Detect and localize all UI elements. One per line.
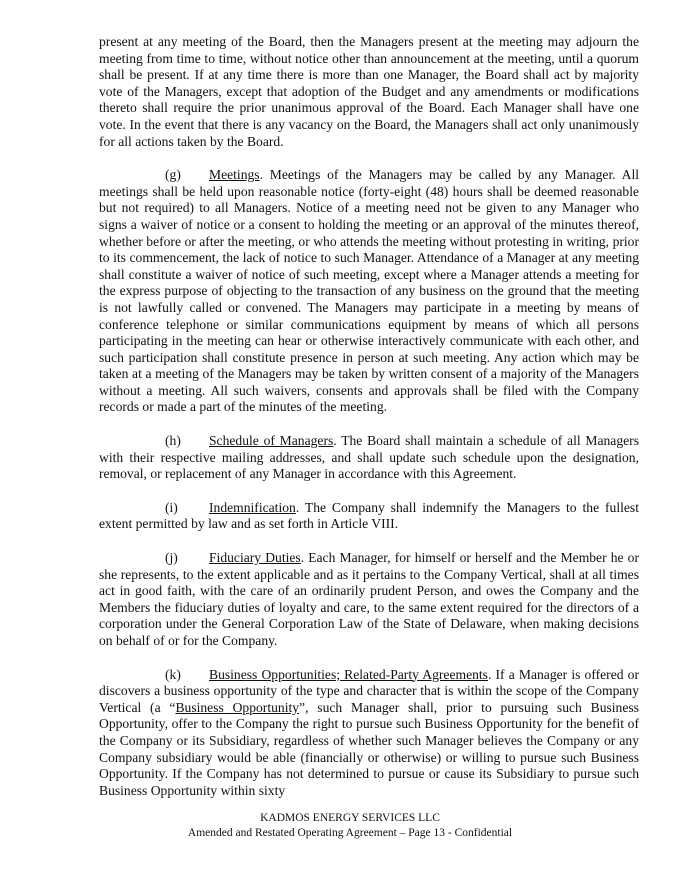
paragraph-continuation: present at any meeting of the Board, then the Managers present at the meeting may adjourn the meeting from time to time, without notice other than announcement at the meeting, until a quorum shall be present. If at any time there is more than one Manager, the Board shall act by majority vote of the Managers, except that adoption of the Budget and any amendments or modifications thereto shall require the prior unanimous approval of the Board. Each Manager shall have one vote. In the event that there is any vacancy on the Board, the Managers shall act only unanimously for all actions taken by the Board. bbox=[99, 34, 639, 149]
section-heading: Schedule of Managers bbox=[209, 433, 334, 449]
section-g-meetings: (g) Meetings. Meetings of the Managers may be called by any Manager. All meetings shall be held upon reasonable notice (forty-eight (48) hours shall be deemed reasonable but not required) to all Managers. Notice of a meeting need not be given to any Manager who signs a waiver of notice or a consent to holding the meeting or an approval of the minutes thereof, whether before or after the meeting, or who attends the meeting without protesting in writing, prior to its commencement, the lack of notice to such Manager. Attendance of a Manager at any meeting shall constitute a waiver of notice of such meeting, except where a Manager attends a meeting for the express purpose of objecting to the transaction of any business on the ground that the meeting is not lawfully called or convened. The Managers may participate in a meeting by means of conference telephone or similar communications equipment by means of which all persons participating in the meeting can hear or otherwise interactively communicate with each other, and such participation shall constitute presence in person at such meeting. Any action which may be taken at a meeting of the Managers may be taken by written consent of a majority of the Managers without a meeting. All such waivers, consents and approvals shall be filed with the Company records or made a part of the minutes of the meeting. bbox=[99, 167, 640, 415]
section-body: The Company shall indemnify the Managers to the fullest extent permitted by law and as set forth in Article VIII. bbox=[99, 499, 639, 532]
section-number: (k) bbox=[165, 666, 181, 682]
section-number: (j) bbox=[165, 550, 178, 566]
defined-term: Business Opportunity bbox=[175, 699, 300, 715]
section-heading: Meetings bbox=[209, 167, 260, 183]
section-body-start: If a Manager is offered or discovers a business opportunity of the type and character that is within the scope of the Company Vertical (a “ bbox=[99, 666, 639, 715]
footer-company-name: KADMOS ENERGY SERVICES LLC bbox=[260, 812, 440, 824]
section-body-rest: ”, such Manager shall, prior to pursuing such Business Opportunity, offer to the Company the right to pursue such Business Opportunity for the benefit of the Company or its Subsidiary, regardless of whether such Manager believes the Company or any Company subsidiary would be able (financially or otherwise) or willing to pursue such Business Opportunity. If the Company has not determined to pursue or cause its Subsidiary to pursue such Business Opportunity within sixty bbox=[99, 699, 639, 798]
section-i-indemnification: (i) Indemnification. The Company shall indemnify the Managers to the fullest extent permitted by law and as set forth in Article VIII. bbox=[99, 499, 639, 532]
section-j-fiduciary-duties: (j) Fiduciary Duties. Each Manager, for himself or herself and the Member he or she represents, to the extent applicable and as it pertains to the Company Vertical, shall at all times act in good faith, with the care of an ordinarily prudent Person, and owes the Company and the Members the fiduciary duties of loyalty and care, to the same extent required for the directors of a corporation under the General Corporation Law of the State of Delaware, when making decisions on behalf of or for the Company. bbox=[99, 550, 639, 648]
section-k-business-opportunities: (k) Business Opportunities; Related-Party Agreements. If a Manager is offered or discovers a business opportunity of the type and character that is within the scope of the Company Vertical (a “Business Opportunity”, such Manager shall, prior to pursuing such Business Opportunity, offer to the Company the right to pursue such Business Opportunity for the benefit of the Company or its Subsidiary, regardless of whether such Manager believes the Company or any Company subsidiary would be able (financially or otherwise) or willing to pursue such Business Opportunity. If the Company has not determined to pursue or cause its Subsidiary to pursue such Business Opportunity within sixty bbox=[99, 666, 639, 798]
section-heading: Business Opportunities; Related-Party Agreements bbox=[209, 666, 488, 682]
section-body: Each Manager, for himself or herself and the Member he or she represents, to the extent applicable and as it pertains to the Company Vertical, shall at all times act in good faith, with the care of an ordinarily prudent Person, and owes the Company and the Members the fiduciary duties of loyalty and care, to the same extent required for the directors of a corporation under the General Corporation Law of the State of Delaware, when making decisions on behalf of or for the Company. bbox=[99, 550, 639, 648]
section-heading: Fiduciary Duties bbox=[209, 550, 301, 566]
section-number: (g) bbox=[165, 167, 181, 183]
section-heading: Indemnification bbox=[209, 499, 296, 515]
page-footer bbox=[0, 811, 700, 841]
section-body: Meetings of the Managers may be called by any Manager. All meetings shall be held upon reasonable notice (forty-eight (48) hours shall be deemed reasonable but not required) to all Managers. Notice of a meeting need not be given to any Manager who signs a waiver of notice or a consent to holding the meeting or an approval of the minutes thereof, whether before or after the meeting, or who attends the meeting without protesting in writing, prior to its commencement, the lack of notice to such Manager. Attendance of a Manager at any meeting shall constitute a waiver of notice of such meeting, except where a Manager attends a meeting for the express purpose of objecting to the transaction of any business on the ground that the meeting is not lawfully called or convened. The Managers may participate in a meeting by means of conference telephone or similar communications equipment by means of which all persons participating in the meeting can hear or otherwise interactively communicate with each other, and such participation shall constitute presence in person at such meeting. Any action which may be taken at a meeting of the Managers may be taken by written consent of a majority of the Managers without a meeting. All such waivers, consents and approvals shall be filed with the Company records or made a part of the minutes of the meeting. bbox=[99, 167, 640, 415]
document-page bbox=[99, 34, 639, 816]
section-number: (i) bbox=[165, 499, 178, 515]
section-body: The Board shall maintain a schedule of all Managers with their respective mailing addresses, and shall update such schedule upon the designation, removal, or replacement of any Manager in accordance with this Agreement. bbox=[99, 433, 639, 482]
section-h-schedule-of-managers: (h) Schedule of Managers. The Board shall maintain a schedule of all Managers with their respective mailing addresses, and shall update such schedule upon the designation, removal, or replacement of any Manager in accordance with this Agreement. bbox=[99, 433, 639, 482]
section-number: (h) bbox=[165, 433, 181, 449]
footer-document-info: Amended and Restated Operating Agreement – Page 13 - Confidential bbox=[187, 827, 513, 839]
